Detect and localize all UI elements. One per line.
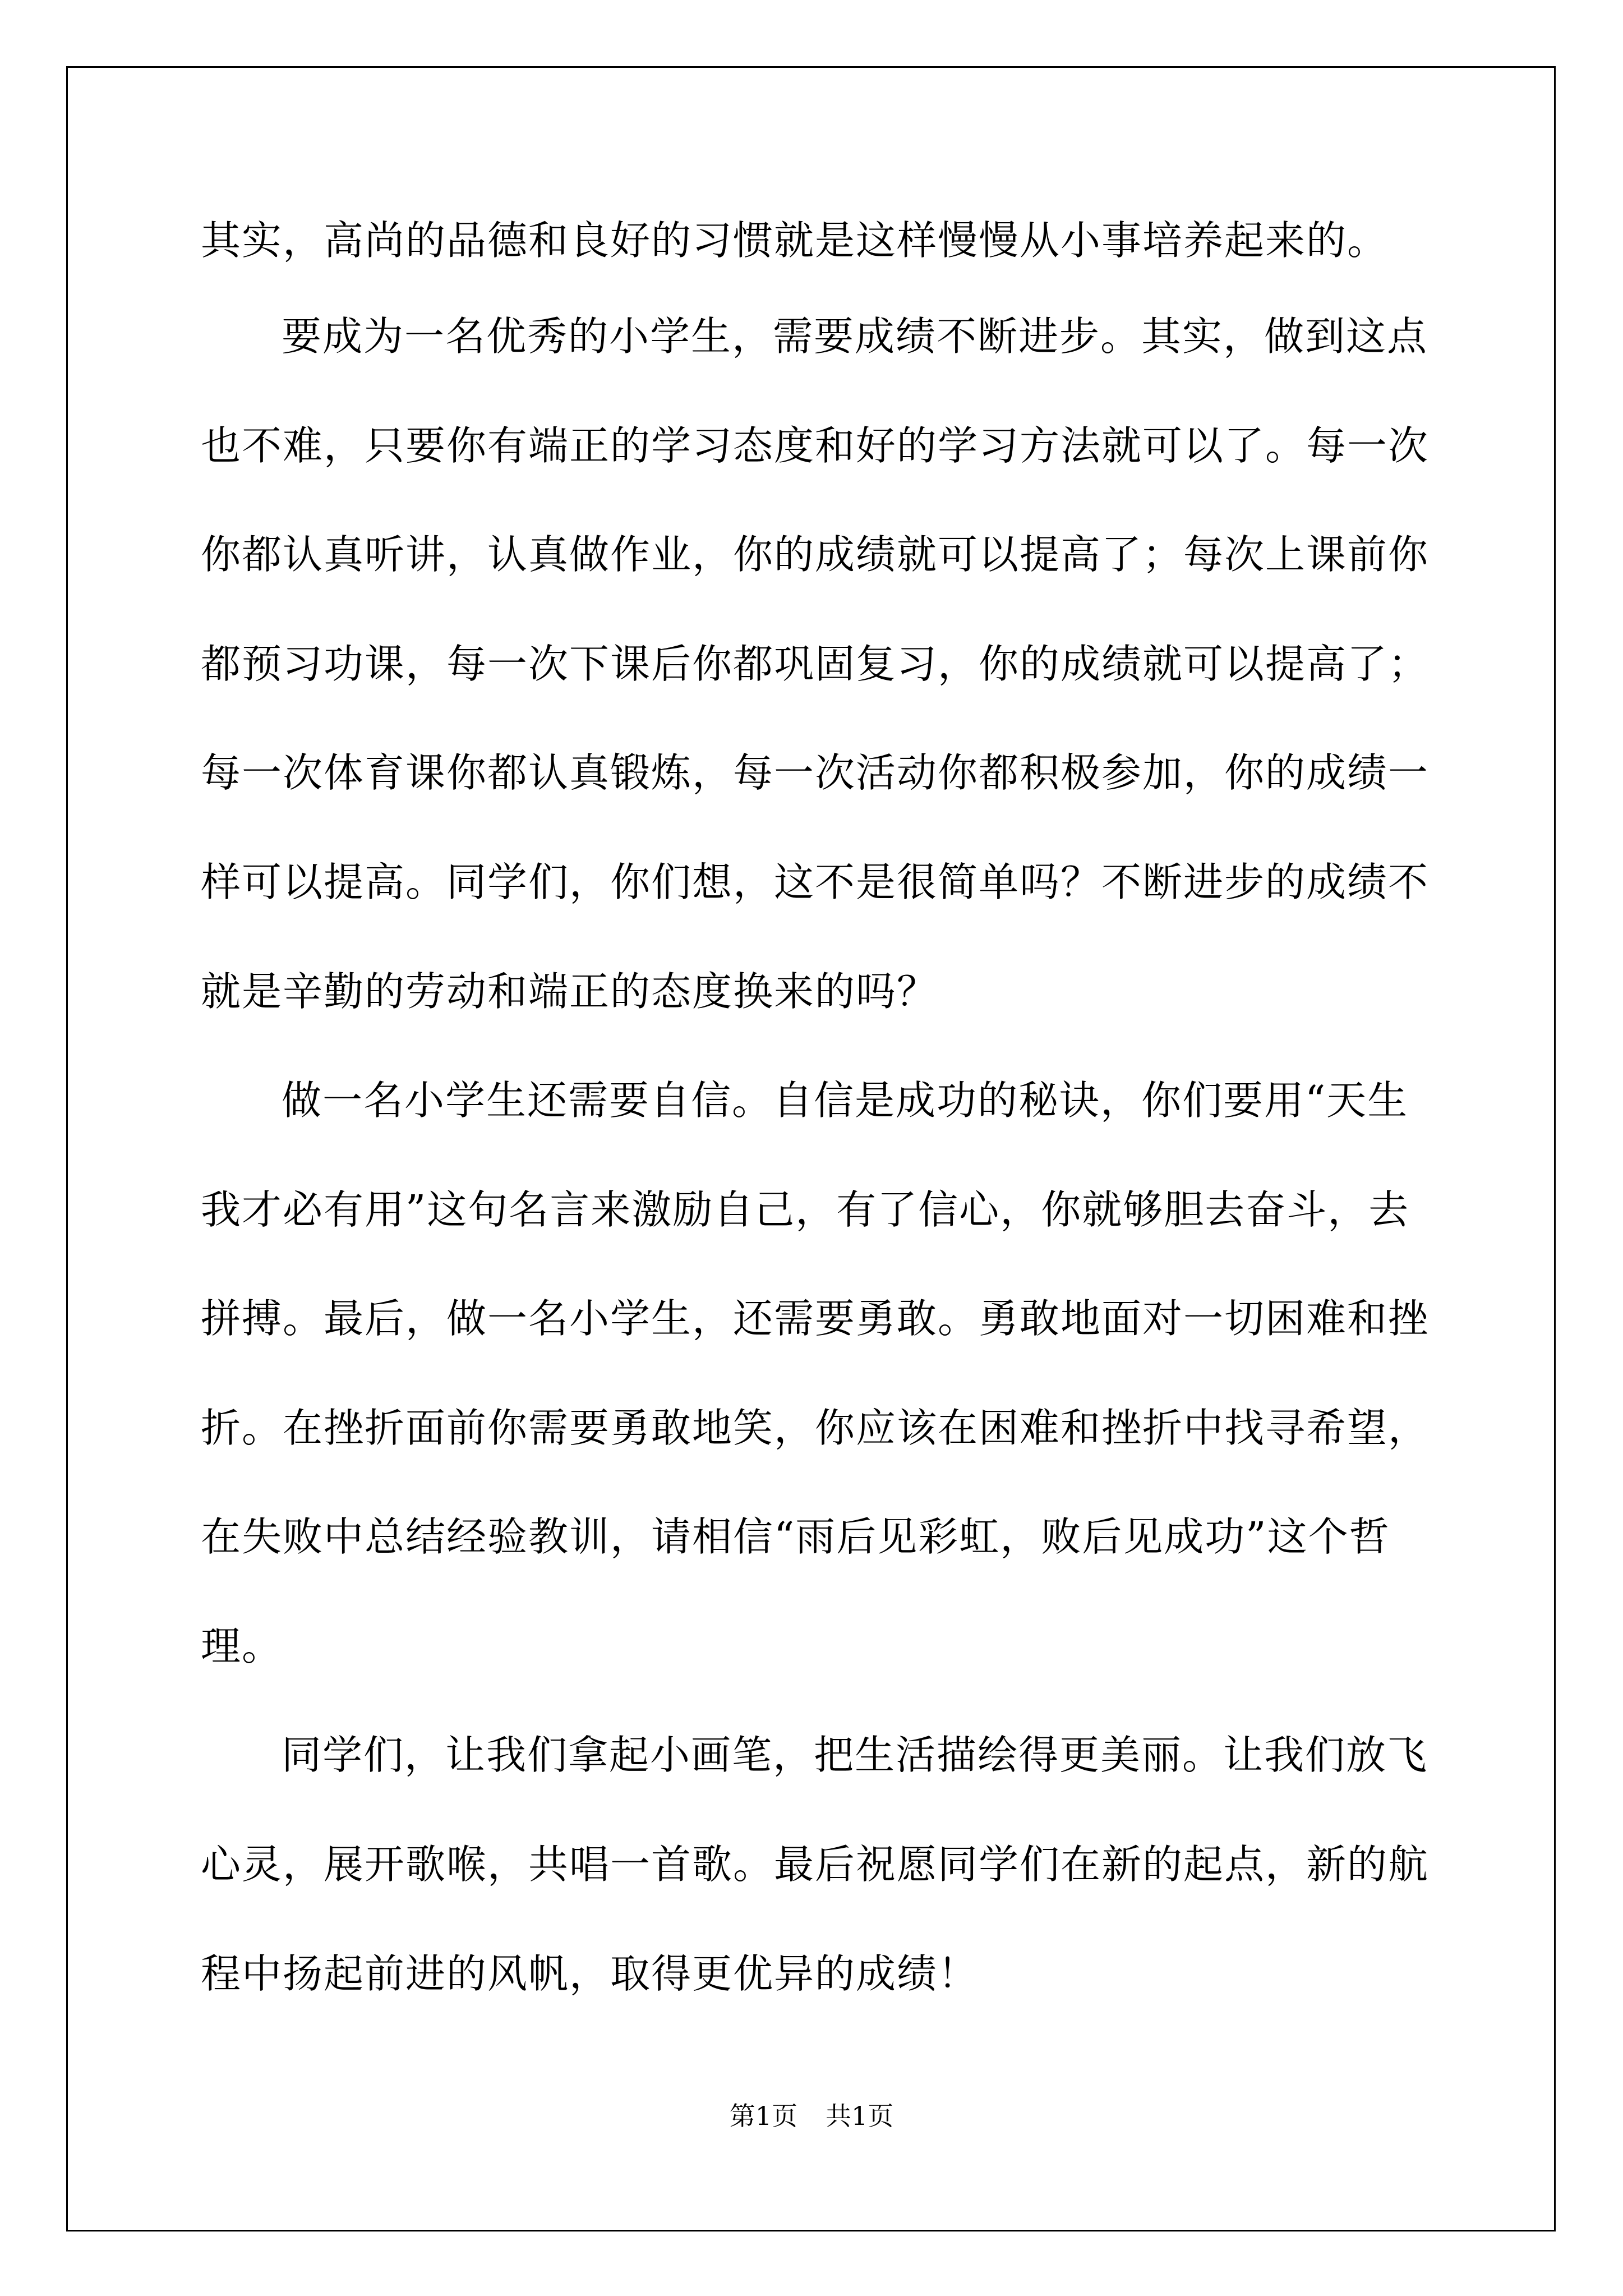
page-number: 第1页 — [729, 2101, 797, 2131]
body-text-line: 就是辛勤的劳动和端正的态度换来的吗？ — [201, 968, 938, 1015]
body-text-line: 都预习功课，每一次下课后你都巩固复习，你的成绩就可以提高了； — [201, 641, 1430, 687]
body-text-line: 心灵，展开歌喉，共唱一首歌。最后祝愿同学们在新的起点，新的航 — [201, 1841, 1430, 1888]
body-text-line: 我才必有用”这句名言来激励自己，有了信心，你就够胆去奋斗，去 — [201, 1186, 1410, 1233]
body-text-line: 程中扬起前进的风帆，取得更优异的成绩！ — [201, 1950, 979, 1997]
body-text-line: 拼搏。最后，做一名小学生，还需要勇敢。勇敢地面对一切困难和挫 — [201, 1295, 1430, 1342]
body-text-line: 也不难，只要你有端正的学习态度和好的学习方法就可以了。每一次 — [201, 422, 1430, 469]
body-text-line: 在失败中总结经验教训，请相信“雨后见彩虹，败后见成功”这个哲 — [201, 1513, 1390, 1560]
page-footer — [0, 2099, 1623, 2133]
paragraph-first-line: 做一名小学生还需要自信。自信是成功的秘诀，你们要用“天生 — [282, 1077, 1409, 1124]
page-total: 共1页 — [826, 2101, 894, 2131]
body-text-line: 理。 — [201, 1623, 283, 1669]
body-text-line: 其实，高尚的品德和良好的习惯就是这样慢慢从小事培养起来的。 — [201, 217, 1389, 264]
body-text-line: 样可以提高。同学们，你们想，这不是很简单吗？不断进步的成绩不 — [201, 859, 1430, 905]
body-text-line: 你都认真听讲，认真做作业，你的成绩就可以提高了；每次上课前你 — [201, 531, 1430, 578]
paragraph-first-line: 要成为一名优秀的小学生，需要成绩不断进步。其实，做到这点 — [282, 313, 1428, 360]
paragraph-first-line: 同学们，让我们拿起小画笔，把生活描绘得更美丽。让我们放飞 — [282, 1732, 1428, 1778]
page-border — [66, 66, 1556, 2231]
body-text-line: 折。在挫折面前你需要勇敢地笑，你应该在困难和挫折中找寻希望， — [201, 1405, 1430, 1451]
body-text-line: 每一次体育课你都认真锻炼，每一次活动你都积极参加，你的成绩一 — [201, 749, 1430, 796]
